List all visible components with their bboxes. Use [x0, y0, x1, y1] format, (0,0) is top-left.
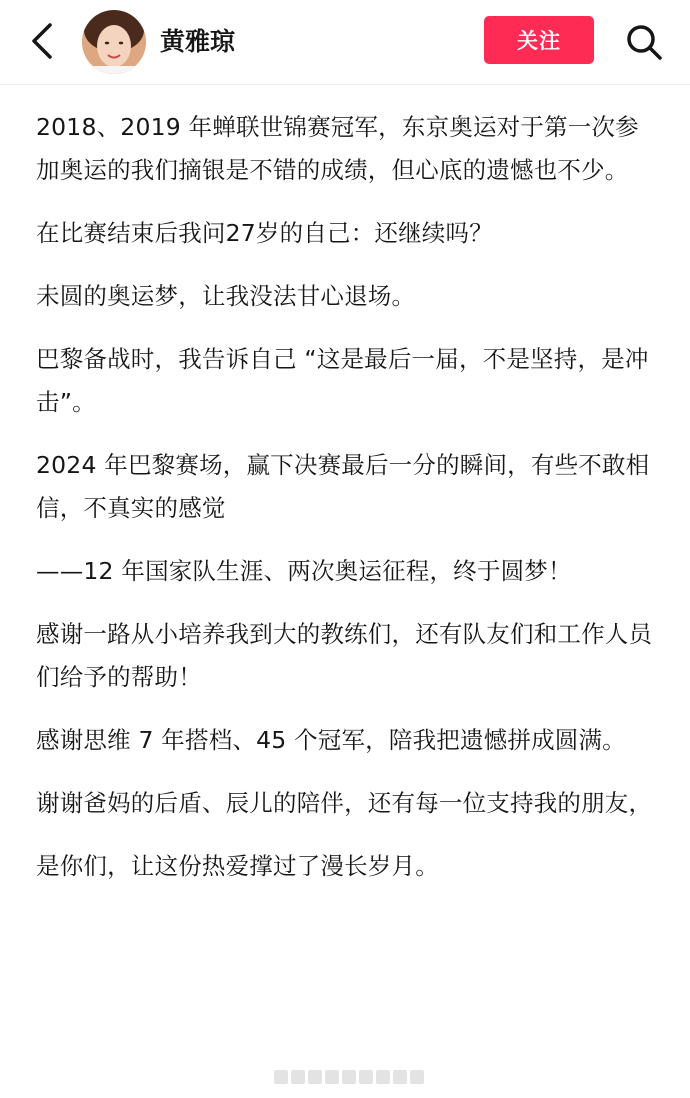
post-paragraph: 谢谢爸妈的后盾、辰儿的陪伴，还有每一位支持我的朋友，	[36, 789, 653, 817]
chevron-left-icon	[30, 21, 54, 61]
username[interactable]: 黄雅琼	[160, 27, 236, 56]
post-paragraph: 2018、2019 年蝉联世锦赛冠军，东京奥运对于第一次参加奥运的我们摘银是不错的成绩，但心底的遗憾也不少。	[36, 113, 639, 184]
back-button[interactable]	[22, 18, 62, 64]
post-paragraph: 感谢一路从小培养我到大的教练们，还有队友们和工作人员们给予的帮助！	[36, 620, 653, 691]
post-paragraph: 是你们，让这份热爱撑过了漫长岁月。	[36, 852, 439, 880]
post-paragraph: 巴黎备战时，我告诉自己 “这是最后一届，不是坚持，是冲击”。	[36, 345, 649, 416]
search-icon	[624, 22, 664, 62]
follow-button[interactable]: 关注	[484, 16, 594, 64]
search-button[interactable]	[622, 20, 666, 64]
post-paragraph: 未圆的奥运梦，让我没法甘心退场。	[36, 282, 416, 310]
watermark	[274, 1070, 424, 1090]
post-paragraph: ——12 年国家队生涯、两次奥运征程，终于圆梦！	[36, 557, 572, 585]
top-bar	[0, 0, 690, 85]
post-body	[36, 106, 658, 908]
post-paragraph: 感谢思维 7 年搭档、45 个冠军，陪我把遗憾拼成圆满。	[36, 726, 626, 754]
avatar[interactable]	[82, 10, 146, 74]
post-paragraph: 2024 年巴黎赛场，赢下决赛最后一分的瞬间，有些不敢相信，不真实的感觉	[36, 451, 650, 522]
post-paragraph: 在比赛结束后我问27岁的自己：还继续吗？	[36, 219, 493, 247]
